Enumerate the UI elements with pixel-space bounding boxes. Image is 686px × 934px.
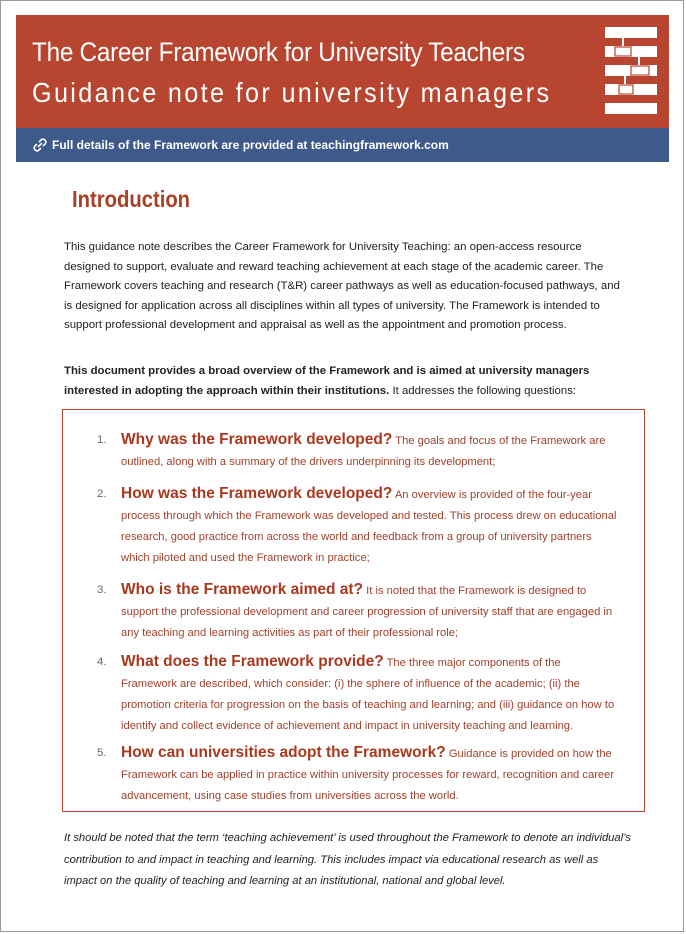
- intro-paragraph-2-bold: This document provides a broad overview of the Framework and is aimed at university managers interested in adopting the approach within their institutions.: [64, 365, 590, 397]
- banner-link-text[interactable]: Full details of the Framework are provided at teachingframework.com: [52, 138, 449, 152]
- question-body: [121, 483, 617, 569]
- question-text: An overview is provided of the four-year process through which the Framework was developed and tested. This process drew on educational research, good practice from across the world and feedback from a group of university partners which piloted and used the Framework in practice;: [121, 489, 617, 564]
- intro-paragraph-2: [64, 362, 624, 401]
- question-number: 3.: [97, 584, 107, 596]
- framework-grid-logo-icon: [605, 27, 657, 115]
- question-text: It is noted that the Framework is designed to support the professional development and career progression of university staff that are engaged in any teaching and learning activities as part of their professional role;: [121, 585, 613, 639]
- question-number: 5.: [97, 747, 107, 759]
- question-heading: What does the Framework provide?: [121, 653, 384, 670]
- question-number: 2.: [97, 488, 107, 500]
- question-text: The three major components of the Framework are described, which consider: (i) the sphere of influence of the academic; (ii) the promotion criteria for progression on the basis of teaching and learning; and (iii) guidance on how to identify and collect evidence of achievement and impact in university teaching and learning.: [121, 657, 615, 732]
- intro-paragraph-2-rest: It addresses the following questions:: [389, 384, 577, 397]
- question-body: [121, 579, 617, 644]
- question-body: [121, 429, 617, 473]
- question-heading: How can universities adopt the Framework?: [121, 744, 446, 761]
- question-number: 1.: [97, 434, 107, 446]
- header-title-line2: Guidance note for university managers: [32, 77, 552, 108]
- question-body: [121, 742, 617, 807]
- link-icon: [30, 135, 50, 155]
- question-text: The goals and focus of the Framework are outlined, along with a summary of the drivers underpinning its development;: [121, 435, 606, 468]
- question-heading: How was the Framework developed?: [121, 485, 393, 502]
- header-band: [16, 15, 669, 128]
- question-number: 4.: [97, 656, 107, 668]
- intro-heading: Introduction: [72, 186, 191, 212]
- question-body: [121, 651, 617, 737]
- teaching-achievement-note: It should be noted that the term ‘teaching achievement’ is used throughout the Framework to denote an individual’s contribution to and impact in teaching and learning. This includes impact via educational research as well as impact on the quality of teaching and learning at an institutional, national and global level.: [64, 832, 631, 887]
- intro-paragraph-1: This guidance note describes the Career Framework for University Teaching: an open-access resource designed to support, evaluate and reward teaching achievement at each stage of the academic career. The Framework covers teaching and research (T&R) career pathways as well as education-focused pathways, and is designed for application across all disciplines within all types of university. The Framework is intended to support professional development and appraisal as well as the appointment and promotion process.: [64, 241, 620, 332]
- header-title-line1: The Career Framework for University Teachers: [32, 37, 525, 67]
- questions-box: [62, 409, 645, 812]
- question-heading: Who is the Framework aimed at?: [121, 581, 364, 598]
- question-text: Guidance is provided on how the Framework can be applied in practice within university processes for reward, recognition and career advancement, using case studies from universities across the world.: [121, 748, 615, 802]
- question-heading: Why was the Framework developed?: [121, 431, 393, 448]
- framework-link-banner[interactable]: [16, 128, 669, 162]
